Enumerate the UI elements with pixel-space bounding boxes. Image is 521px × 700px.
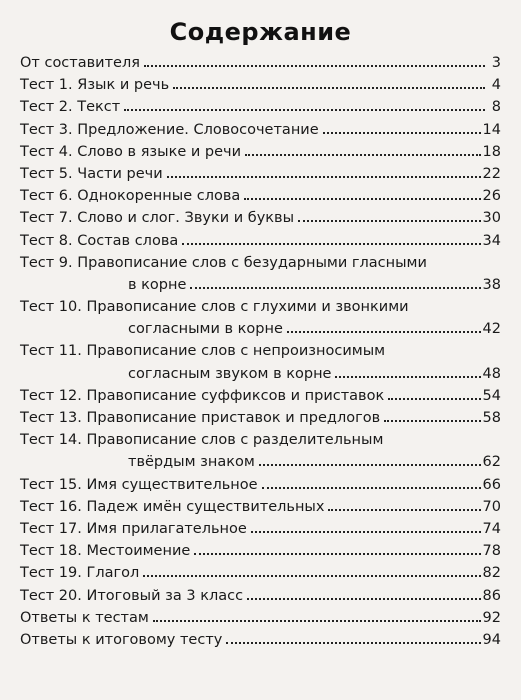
dot-leader: [124, 109, 485, 111]
dot-leader: [153, 620, 481, 622]
toc-page-number: 78: [482, 543, 501, 560]
toc-entry: [20, 296, 501, 340]
dot-leader: [167, 176, 481, 178]
toc-entry-title: Ответы к тестам: [20, 609, 149, 626]
dot-leader: [323, 132, 481, 134]
toc-entry: [20, 629, 501, 651]
dot-leader: [388, 398, 480, 400]
toc-entry: [20, 429, 501, 473]
toc-entry: [20, 230, 501, 252]
toc-entry-title: Тест 8. Состав слова: [20, 232, 179, 249]
toc-entry: [20, 496, 501, 518]
toc-entry-title: Тест 3. Предложение. Словосочетание: [20, 121, 319, 138]
toc-entry: [20, 540, 501, 562]
toc-page-number: 74: [482, 520, 501, 537]
toc-page-number: 38: [482, 276, 501, 293]
dot-leader: [262, 487, 481, 489]
dot-leader: [259, 464, 481, 466]
toc-page-number: 26: [482, 188, 501, 205]
toc-entry: [20, 607, 501, 629]
page-title: Содержание: [169, 18, 352, 46]
toc-page-number: 30: [482, 210, 501, 227]
toc-page-number: 14: [482, 121, 501, 138]
toc-entry-title: От составителя: [20, 55, 140, 71]
toc-entry-title: Тест 16. Падеж имён существительных: [20, 498, 325, 515]
toc-entry-title: согласным звуком в корне: [128, 365, 332, 382]
toc-entry-title: Тест 10. Правописание слов с глухими и звонкими: [20, 299, 409, 316]
toc-page-number: 54: [482, 387, 501, 404]
toc-entry: [20, 407, 501, 429]
toc-entry-title: Тест 2. Текст: [20, 99, 121, 116]
toc-page-number: 66: [482, 476, 501, 493]
toc-page-number: 58: [482, 410, 501, 426]
toc-page-number: 8: [491, 99, 501, 116]
dot-leader: [190, 287, 480, 289]
toc-entry: [20, 52, 501, 74]
toc-entry-title: Тест 5. Части речи: [20, 165, 163, 182]
dot-leader: [328, 509, 480, 511]
toc-page-number: 22: [482, 165, 501, 182]
toc-entry-title: Тест 7. Слово и слог. Звуки и буквы: [20, 210, 295, 227]
toc-entry-title: Ответы к итоговому тесту: [20, 631, 223, 648]
toc-page-number: 82: [482, 565, 501, 582]
toc-entry-title: твёрдым знаком: [128, 454, 255, 471]
toc-entry-title: Тест 20. Итоговый за 3 класс: [20, 587, 244, 604]
dot-leader: [144, 65, 485, 67]
toc-entry-title: Тест 11. Правописание слов с непроизносимым: [20, 343, 386, 360]
dot-leader: [335, 376, 480, 378]
dot-leader: [194, 553, 480, 555]
toc-entry: [20, 585, 501, 607]
toc-entry-title: согласными в корне: [128, 321, 283, 338]
toc-page-number: 42: [482, 321, 501, 338]
toc-entry: [20, 141, 501, 163]
dot-leader: [287, 331, 481, 333]
toc-entry-title: Тест 1. Язык и речь: [20, 77, 170, 94]
toc-page-number: 86: [482, 587, 501, 604]
dot-leader: [182, 243, 480, 245]
toc-entry-title: в корне: [128, 276, 187, 293]
toc-page-number: 4: [491, 77, 501, 94]
toc-entry: [20, 207, 501, 229]
toc-page-number: 94: [482, 631, 501, 648]
dot-leader: [143, 575, 480, 577]
toc-entry: [20, 252, 501, 296]
dot-leader: [384, 420, 480, 422]
toc-entry: [20, 518, 501, 540]
toc-entry: [20, 96, 501, 118]
dot-leader: [245, 154, 481, 156]
toc-entry-title: Тест 17. Имя прилагательное: [20, 520, 247, 537]
toc-entry: [20, 562, 501, 584]
dot-leader: [244, 198, 480, 200]
toc-entry-title: Тест 13. Правописание приставок и предлогов: [20, 410, 381, 426]
dot-leader: [298, 220, 481, 222]
toc-page-number: 92: [482, 609, 501, 626]
toc-entry: [20, 74, 501, 96]
toc-entry-title: Тест 4. Слово в языке и речи: [20, 143, 242, 160]
table-of-contents: [20, 52, 501, 651]
toc-entry: [20, 385, 501, 407]
toc-page-number: 34: [482, 232, 501, 249]
toc-entry-title: Тест 12. Правописание суффиксов и приставок: [20, 387, 385, 404]
toc-entry: [20, 474, 501, 496]
toc-entry-title: Тест 15. Имя существительное: [20, 476, 258, 493]
toc-entry: [20, 185, 501, 207]
dot-leader: [226, 642, 480, 644]
toc-page-number: 70: [482, 498, 501, 515]
toc-entry-title: Тест 6. Однокоренные слова: [20, 188, 241, 205]
dot-leader: [173, 87, 485, 89]
toc-entry: [20, 163, 501, 185]
toc-entry: [20, 340, 501, 384]
toc-page-number: 3: [491, 55, 501, 71]
dot-leader: [247, 598, 480, 600]
toc-entry-title: Тест 14. Правописание слов с разделительным: [20, 432, 384, 449]
dot-leader: [251, 531, 481, 533]
toc-entry: [20, 119, 501, 141]
toc-page-number: 62: [482, 454, 501, 471]
toc-entry-title: Тест 9. Правописание слов с безударными гласными: [20, 254, 427, 271]
toc-page-number: 48: [482, 365, 501, 382]
toc-entry-title: Тест 18. Местоимение: [20, 543, 191, 560]
toc-entry-title: Тест 19. Глагол: [20, 565, 140, 582]
toc-page-number: 18: [482, 143, 501, 160]
